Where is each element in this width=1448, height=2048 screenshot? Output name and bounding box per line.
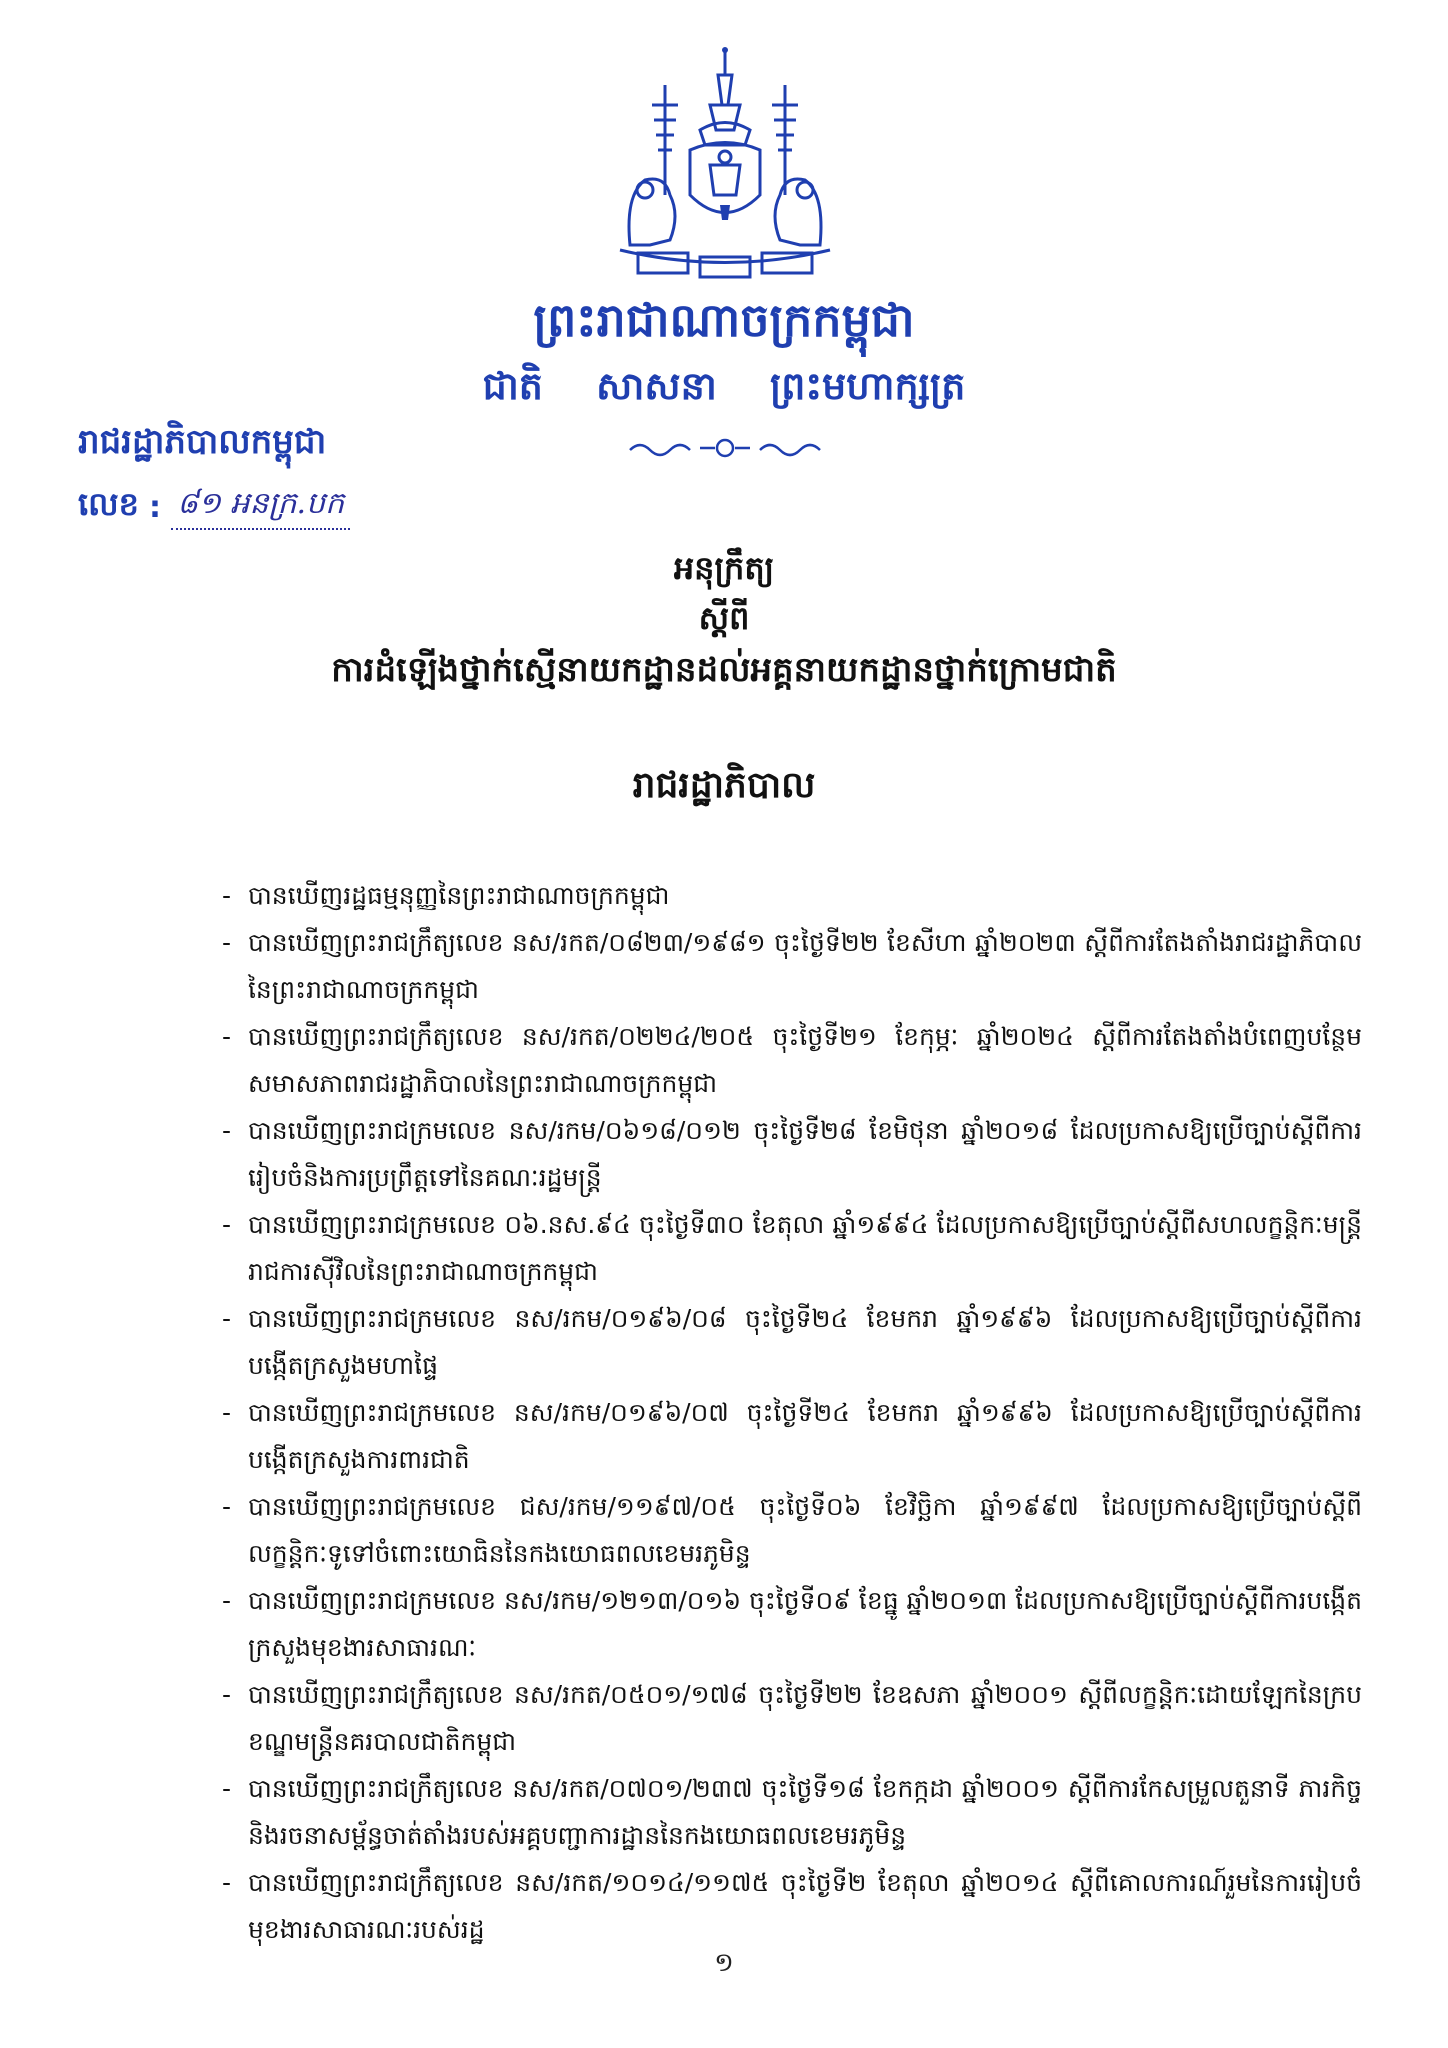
preamble-item: - បានឃើញព្រះរាជក្រមលេខ នស/រកម/១២១៣/០១៦ ចុះថ្ងៃទី០៩ ខែធ្នូ ឆ្នាំ២០១៣ ដែលប្រកាសឱ្យប្រើច្បាប់ស្តីពីការបង្កើតក្រសួងមុខងារសាធារណៈ (222, 1577, 1362, 1671)
reference-colon: : (148, 489, 161, 525)
preamble-item: - បានឃើញព្រះរាជក្រឹត្យលេខ នស/រកត/០៧០១/២៣៧ ចុះថ្ងៃទី១៨ ខែកក្កដា ឆ្នាំ២០០១ ស្តីពីការកែសម្រួលតួនាទី ភារកិច្ច និងរចនាសម្ព័ន្ធចាត់តាំងរបស់អគ្គបញ្ជាការដ្ឋាននៃកងយោធពលខេមរភូមិន្ទ (222, 1765, 1362, 1859)
page-number: ១ (714, 1948, 734, 1978)
preamble-item: - បានឃើញព្រះរាជក្រឹត្យលេខ នស/រកត/០២២៤/២០៥ ចុះថ្ងៃទី២១ ខែកុម្ភៈ ឆ្នាំ២០២៤ ស្តីពីការតែងតាំងបំពេញបន្ថែមសមាសភាពរាជរដ្ឋាភិបាលនៃព្រះរាជាណាចក្រកម្ពុជា (222, 1013, 1362, 1107)
preamble-item: - បានឃើញព្រះរាជក្រឹត្យលេខ នស/រកត/១០១៤/១១៧៥ ចុះថ្ងៃទី២ ខែតុលា ឆ្នាំ២០១៤ ស្តីពីគោលការណ៍រួមនៃការរៀបចំមុខងារសាធារណៈរបស់រដ្ឋ (222, 1859, 1362, 1953)
issuing-authority: រាជរដ្ឋាភិបាល (632, 764, 816, 806)
preamble-item: - បានឃើញរដ្ឋធម្មនុញ្ញនៃព្រះរាជាណាចក្រកម្ពុជា (222, 872, 1362, 919)
reference-line (78, 484, 350, 530)
reference-label: លេខ (78, 484, 139, 523)
royal-coat-of-arms-emblem (610, 45, 840, 285)
preamble-item: - បានឃើញព្រះរាជក្រឹត្យលេខ នស/រកត/០៥០១/១៧៨ ចុះថ្ងៃទី២២ ខែឧសភា ឆ្នាំ២០០១ ស្តីពីលក្ខន្តិកៈដោយឡែកនៃក្របខណ្ឌមន្ត្រីនគរបាលជាតិកម្ពុជា (222, 1671, 1362, 1765)
preamble-item: - បានឃើញព្រះរាជក្រមលេខ នស/រកម/០៦១៨/០១២ ចុះថ្ងៃទី២៨ ខែមិថុនា ឆ្នាំ២០១៨ ដែលប្រកាសឱ្យប្រើច្បាប់ស្តីពីការរៀបចំនិងការប្រព្រឹត្តទៅនៃគណៈរដ្ឋមន្ត្រី (222, 1107, 1362, 1201)
preamble-item: - បានឃើញព្រះរាជក្រមលេខ នស/រកម/០១៩៦/០៧ ចុះថ្ងៃទី២៤ ខែមករា ឆ្នាំ១៩៩៦ ដែលប្រកាសឱ្យប្រើច្បាប់ស្តីពីការបង្កើតក្រសួងការពារជាតិ (222, 1389, 1362, 1483)
government-name: រាជរដ្ឋាភិបាលកម្ពុជា (78, 422, 327, 462)
preamble-list (222, 872, 1362, 1953)
preamble-item: - បានឃើញព្រះរាជក្រឹត្យលេខ នស/រកត/០៨២៣/១៩៨១ ចុះថ្ងៃទី២២ ខែសីហា ឆ្នាំ២០២៣ ស្តីពីការតែងតាំងរាជរដ្ឋាភិបាលនៃព្រះរាជាណាចក្រកម្ពុជា (222, 919, 1362, 1013)
ornamental-divider-icon (625, 436, 825, 460)
document-type: អនុក្រឹត្យ (673, 549, 775, 587)
preamble-item: - បានឃើញព្រះរាជក្រមលេខ ជស/រកម/១១៩៧/០៥ ចុះថ្ងៃទី០៦ ខែវិច្ឆិកា ឆ្នាំ១៩៩៧ ដែលប្រកាសឱ្យប្រើច្បាប់ស្តីពីលក្ខន្តិកៈទូទៅចំពោះយោធិននៃកងយោធពលខេមរភូមិន្ទ (222, 1483, 1362, 1577)
document-subject: ការដំឡើងថ្នាក់ស្មើនាយកដ្ឋានដល់អគ្គនាយកដ្ឋានថ្នាក់ក្រោមជាតិ (331, 650, 1117, 690)
reference-number: ៨១ អនក្រ.បក (171, 484, 350, 530)
kingdom-name: ព្រះរាជាណាចក្រកម្ពុជា (533, 293, 915, 347)
document-about: ស្តីពី (698, 599, 750, 637)
preamble-item: - បានឃើញព្រះរាជក្រមលេខ នស/រកម/០១៩៦/០៨ ចុះថ្ងៃទី២៤ ខែមករា ឆ្នាំ១៩៩៦ ដែលប្រកាសឱ្យប្រើច្បាប់ស្តីពីការបង្កើតក្រសួងមហាផ្ទៃ (222, 1295, 1362, 1389)
national-motto: ជាតិ សាសនា ព្រះមហាក្សត្រ (482, 363, 966, 408)
preamble-item: - បានឃើញព្រះរាជក្រមលេខ ០៦.នស.៩៤ ចុះថ្ងៃទី៣០ ខែតុលា ឆ្នាំ១៩៩៤ ដែលប្រកាសឱ្យប្រើច្បាប់ស្តីពីសហលក្ខន្តិកៈមន្ត្រីរាជការស៊ីវិលនៃព្រះរាជាណាចក្រកម្ពុជា (222, 1201, 1362, 1295)
